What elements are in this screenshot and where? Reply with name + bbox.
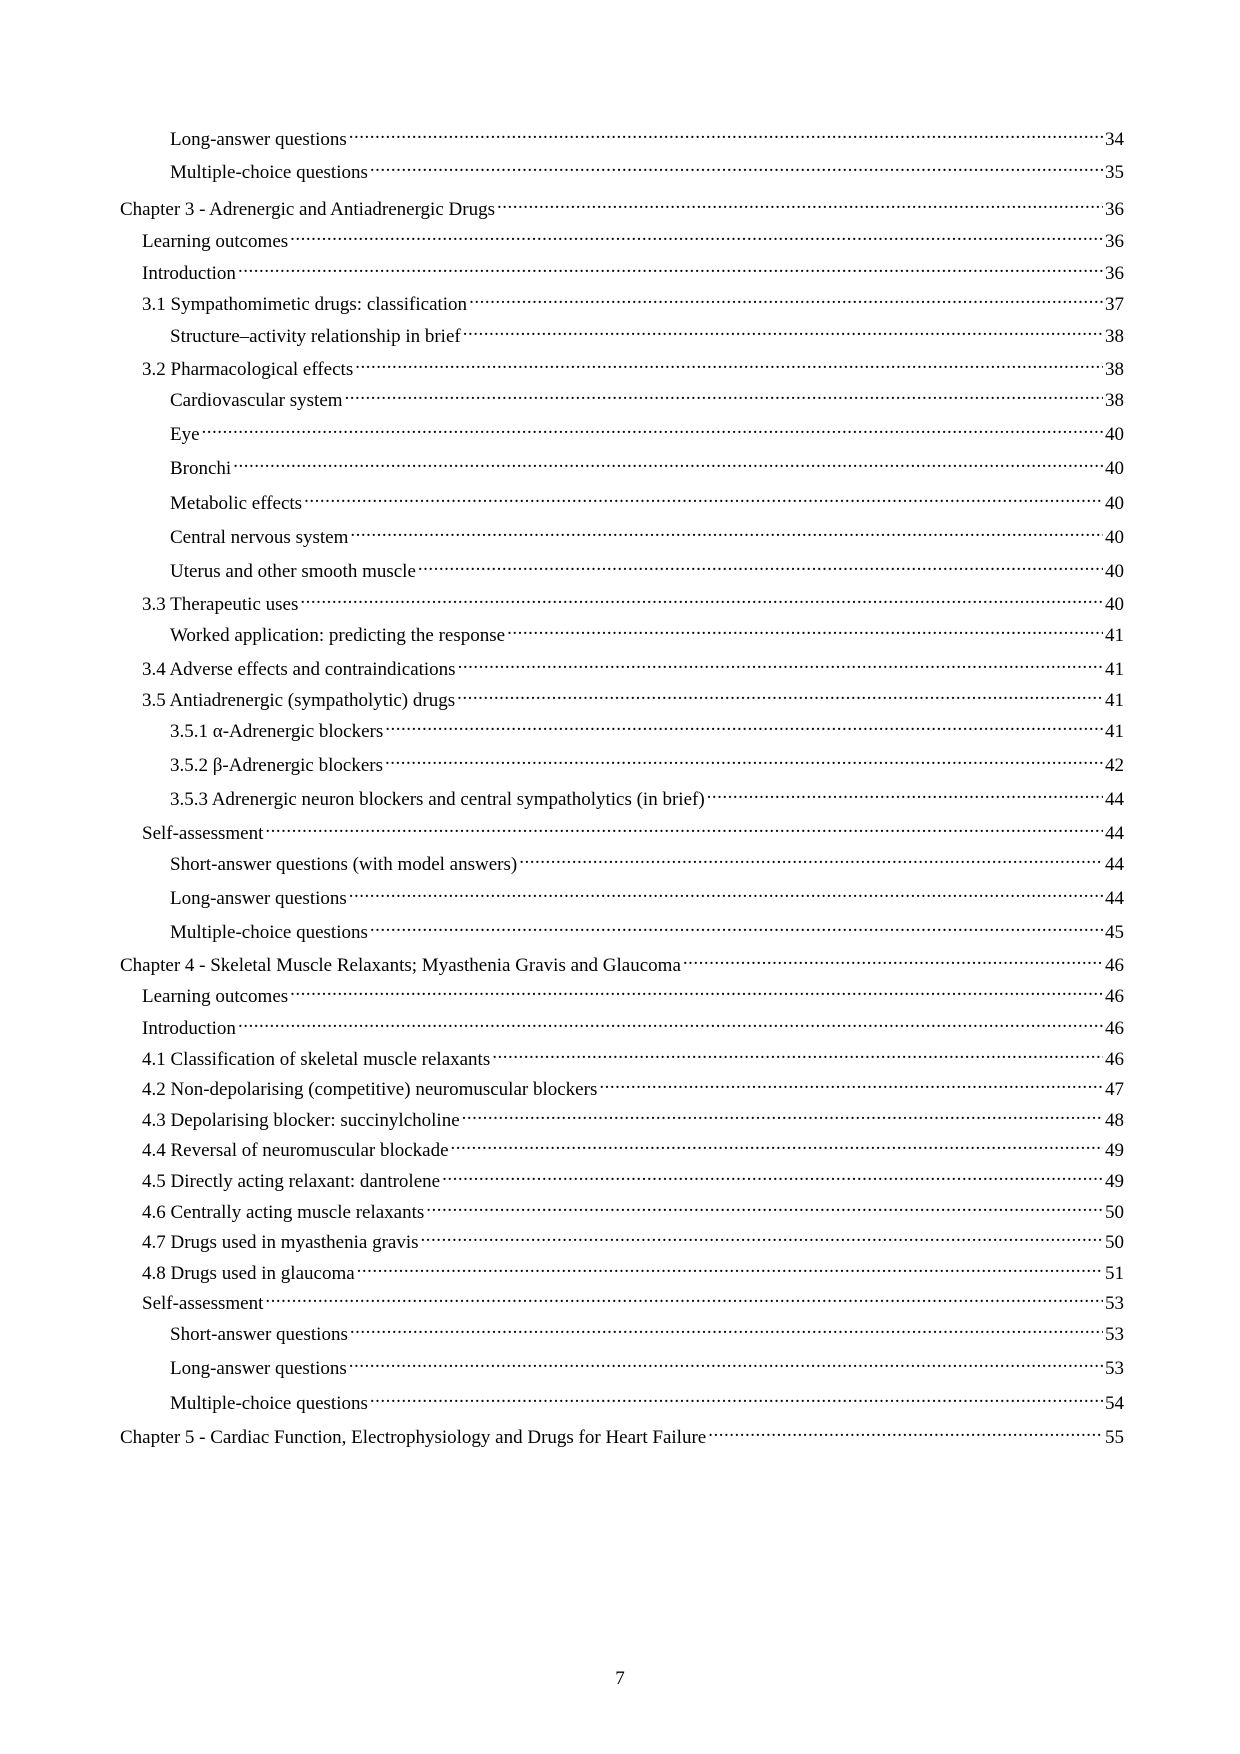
toc-entry[interactable] [120, 1255, 1124, 1286]
toc-dot-leader [519, 846, 1103, 870]
toc-entry-title: Chapter 3 - Adrenergic and Antiadrenergic Drugs [120, 199, 495, 220]
toc-entry[interactable] [120, 1041, 1124, 1072]
toc-entry-page: 49 [1105, 1171, 1124, 1192]
toc-entry[interactable] [120, 781, 1124, 812]
toc-entry-page: 35 [1105, 162, 1124, 183]
toc-entry-title: Short-answer questions [170, 1324, 348, 1345]
toc-entry-page: 44 [1105, 854, 1124, 875]
toc-dot-leader [349, 1350, 1103, 1374]
toc-entry-title: Metabolic effects [170, 493, 303, 514]
toc-entry-page: 48 [1105, 1110, 1124, 1131]
toc-dot-leader [385, 747, 1103, 771]
toc-entry[interactable] [120, 1102, 1124, 1133]
toc-dot-leader [462, 1102, 1103, 1126]
toc-entry[interactable] [120, 1285, 1124, 1316]
toc-dot-leader [458, 651, 1103, 675]
toc-dot-leader [350, 1316, 1103, 1340]
toc-dot-leader [349, 880, 1103, 904]
toc-entry-title: 3.5.2 β-Adrenergic blockers [170, 755, 383, 776]
toc-entry-title: 4.5 Directly acting relaxant: dantrolene [142, 1171, 441, 1192]
toc-dot-leader [355, 351, 1103, 375]
toc-dot-leader [492, 1041, 1103, 1065]
toc-entry-page: 38 [1105, 390, 1124, 411]
toc-entry-title: 3.5.1 α-Adrenergic blockers [170, 721, 384, 742]
toc-entry[interactable] [120, 154, 1124, 185]
toc-entry[interactable] [120, 519, 1124, 550]
toc-entry-title: Long-answer questions [170, 1358, 347, 1379]
toc-dot-leader [265, 1285, 1103, 1309]
toc-entry-page: 46 [1105, 955, 1124, 976]
toc-entry-title: 4.4 Reversal of neuromuscular blockade [142, 1140, 449, 1161]
toc-entry-title: Self-assessment [142, 1293, 264, 1314]
toc-entry-title: Long-answer questions [170, 888, 347, 909]
toc-dot-leader [497, 191, 1103, 215]
toc-dot-leader [233, 450, 1103, 474]
toc-entry-page: 41 [1105, 721, 1124, 742]
toc-entry-page: 36 [1105, 263, 1124, 284]
toc-entry[interactable] [120, 682, 1124, 713]
toc-entry-page: 46 [1105, 986, 1124, 1007]
toc-entry[interactable] [120, 651, 1124, 682]
toc-entry-page: 40 [1105, 594, 1124, 615]
toc-entry-page: 45 [1105, 922, 1124, 943]
toc-entry[interactable] [120, 255, 1124, 286]
toc-entry[interactable] [120, 1071, 1124, 1102]
toc-entry-page: 46 [1105, 1049, 1124, 1070]
toc-entry-page: 54 [1105, 1393, 1124, 1414]
toc-dot-leader [238, 1010, 1103, 1034]
toc-entry-title: Chapter 4 - Skeletal Muscle Relaxants; Myasthenia Gravis and Glaucoma [120, 955, 681, 976]
toc-entry[interactable] [120, 914, 1124, 945]
toc-entry-title: Introduction [142, 263, 236, 284]
toc-entry-page: 44 [1105, 888, 1124, 909]
toc-entry[interactable] [120, 553, 1124, 584]
toc-dot-leader [385, 713, 1103, 737]
toc-entry[interactable] [120, 191, 1124, 222]
toc-entry-title: 3.4 Adverse effects and contraindications [142, 659, 456, 680]
toc-entry-page: 53 [1105, 1358, 1124, 1379]
toc-dot-leader [350, 519, 1103, 543]
toc-entry-title: Multiple-choice questions [170, 922, 368, 943]
toc-entry-page: 44 [1105, 789, 1124, 810]
toc-entry[interactable] [120, 586, 1124, 617]
toc-entry-page: 40 [1105, 527, 1124, 548]
toc-entry[interactable] [120, 121, 1124, 152]
toc-entry-title: 4.6 Centrally acting muscle relaxants [142, 1202, 425, 1223]
toc-entry[interactable] [120, 713, 1124, 744]
toc-entry-title: Long-answer questions [170, 129, 347, 150]
toc-entry-page: 50 [1105, 1202, 1124, 1223]
toc-dot-leader [238, 255, 1103, 279]
toc-entry-title: Short-answer questions (with model answers) [170, 854, 518, 875]
toc-entry-title: 3.3 Therapeutic uses [142, 594, 299, 615]
toc-entry-title: 4.8 Drugs used in glaucoma [142, 1263, 355, 1284]
toc-entry[interactable] [120, 450, 1124, 481]
toc-entry-page: 53 [1105, 1324, 1124, 1345]
toc-dot-leader [265, 815, 1103, 839]
toc-entry-page: 44 [1105, 823, 1124, 844]
toc-entry[interactable] [120, 1419, 1124, 1450]
toc-entry[interactable] [120, 1224, 1124, 1255]
toc-entry-title: Learning outcomes [142, 986, 289, 1007]
toc-dot-leader [349, 121, 1103, 145]
toc-dot-leader [708, 1419, 1103, 1443]
page-number: 7 [615, 1668, 625, 1689]
toc-entry-page: 51 [1105, 1263, 1124, 1284]
toc-entry[interactable] [120, 846, 1124, 877]
toc-entry-title: Introduction [142, 1018, 236, 1039]
toc-dot-leader [421, 1224, 1103, 1248]
toc-entry-title: 4.1 Classification of skeletal muscle relaxants [142, 1049, 491, 1070]
toc-entry-page: 40 [1105, 424, 1124, 445]
toc-entry[interactable] [120, 1350, 1124, 1381]
toc-dot-leader [451, 1132, 1103, 1156]
toc-entry-title: 4.7 Drugs used in myasthenia gravis [142, 1232, 419, 1253]
toc-entry-title: 4.2 Non-depolarising (competitive) neuromuscular blockers [142, 1079, 598, 1100]
toc-entry-page: 38 [1105, 326, 1124, 347]
toc-entry[interactable] [120, 286, 1124, 317]
toc-entry-title: Structure–activity relationship in brief [170, 326, 461, 347]
toc-entry-page: 37 [1105, 294, 1124, 315]
toc-entry-page: 40 [1105, 561, 1124, 582]
toc-entry-title: Worked application: predicting the response [170, 625, 506, 646]
toc-entry-title: Learning outcomes [142, 231, 289, 252]
toc-entry-page: 34 [1105, 129, 1124, 150]
toc-entry[interactable] [120, 1316, 1124, 1347]
toc-dot-leader [463, 318, 1103, 342]
toc-entry-title: Multiple-choice questions [170, 1393, 368, 1414]
toc-entry[interactable] [120, 1163, 1124, 1194]
toc-entry-page: 36 [1105, 231, 1124, 252]
toc-entry-title: 3.5 Antiadrenergic (sympatholytic) drugs [142, 690, 456, 711]
toc-entry-title: Chapter 5 - Cardiac Function, Electrophysiology and Drugs for Heart Failure [120, 1427, 707, 1448]
toc-entry[interactable] [120, 815, 1124, 846]
toc-entry[interactable] [120, 747, 1124, 778]
toc-entry-title: 3.2 Pharmacological effects [142, 359, 354, 380]
toc-entry[interactable] [120, 382, 1124, 413]
toc-entry-page: 42 [1105, 755, 1124, 776]
toc-dot-leader [300, 586, 1103, 610]
toc-entry[interactable] [120, 485, 1124, 516]
toc-entry-title: Central nervous system [170, 527, 349, 548]
toc-entry-page: 38 [1105, 359, 1124, 380]
toc-dot-leader [370, 1385, 1103, 1409]
toc-entry-page: 40 [1105, 493, 1124, 514]
toc-entry-page: 41 [1105, 690, 1124, 711]
toc-dot-leader [418, 553, 1103, 577]
toc-entry-page: 41 [1105, 659, 1124, 680]
toc-dot-leader [683, 947, 1103, 971]
toc-entry[interactable] [120, 1385, 1124, 1416]
toc-entry-title: Uterus and other smooth muscle [170, 561, 416, 582]
toc-entry-title: 3.5.3 Adrenergic neuron blockers and central sympatholytics (in brief) [170, 789, 705, 810]
toc-dot-leader [426, 1194, 1103, 1218]
toc-entry-page: 41 [1105, 625, 1124, 646]
toc-dot-leader [370, 154, 1103, 178]
toc-entry[interactable] [120, 416, 1124, 447]
toc-entry-title: Self-assessment [142, 823, 264, 844]
toc-entry-title: Bronchi [170, 458, 232, 479]
toc-entry-page: 49 [1105, 1140, 1124, 1161]
toc-entry[interactable] [120, 617, 1124, 648]
toc-entry-page: 40 [1105, 458, 1124, 479]
toc-entry[interactable] [120, 1010, 1124, 1041]
toc-entry-title: Eye [170, 424, 200, 445]
toc-entry[interactable] [120, 978, 1124, 1009]
toc-dot-leader [469, 286, 1103, 310]
toc-dot-leader [457, 682, 1103, 706]
toc-entry-page: 46 [1105, 1018, 1124, 1039]
toc-dot-leader [442, 1163, 1103, 1187]
toc-dot-leader [304, 485, 1103, 509]
toc-dot-leader [202, 416, 1103, 440]
toc-entry[interactable] [120, 880, 1124, 911]
toc-dot-leader [290, 978, 1103, 1002]
toc-dot-leader [507, 617, 1103, 641]
toc-dot-leader [599, 1071, 1103, 1095]
toc-dot-leader [370, 914, 1103, 938]
toc-entry-title: 4.3 Depolarising blocker: succinylcholine [142, 1110, 460, 1131]
toc-entry-page: 47 [1105, 1079, 1124, 1100]
toc-entry-page: 55 [1105, 1427, 1124, 1448]
toc-entry[interactable] [120, 351, 1124, 382]
toc-entry[interactable] [120, 1194, 1124, 1225]
toc-entry-title: Cardiovascular system [170, 390, 343, 411]
toc-entry[interactable] [120, 318, 1124, 349]
toc-dot-leader [707, 781, 1103, 805]
toc-entry-page: 50 [1105, 1232, 1124, 1253]
toc-entry-page: 53 [1105, 1293, 1124, 1314]
toc-dot-leader [357, 1255, 1103, 1279]
toc-entry[interactable] [120, 947, 1124, 978]
toc-entry[interactable] [120, 223, 1124, 254]
toc-dot-leader [345, 382, 1103, 406]
toc-dot-leader [290, 223, 1103, 247]
toc-entry-title: 3.1 Sympathomimetic drugs: classification [142, 294, 468, 315]
toc-entry-title: Multiple-choice questions [170, 162, 368, 183]
toc-entry[interactable] [120, 1132, 1124, 1163]
toc-entry-page: 36 [1105, 199, 1124, 220]
